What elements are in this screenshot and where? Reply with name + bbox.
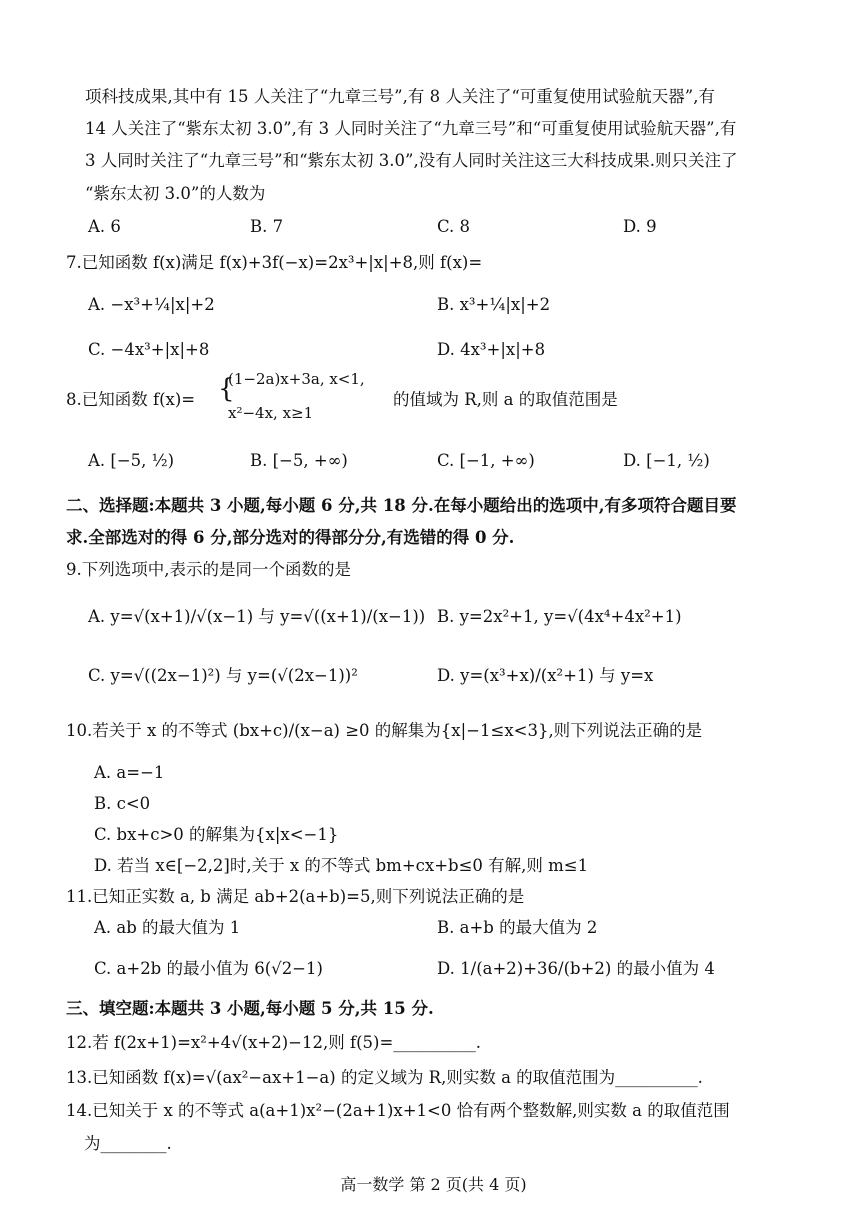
q6-line-2: 14 人关注了“紫东太初 3.0”,有 3 人同时关注了“九章三号”和“可重复使用试验航天器”,有 (85, 119, 737, 138)
q6-line-1: 项科技成果,其中有 15 人关注了“九章三号”,有 8 人关注了“可重复使用试验航天器”,有 (85, 87, 715, 106)
q8-piece-2: x²−4x, x≥1 (228, 404, 314, 422)
q8-stem-start: 8.已知函数 f(x)= (66, 390, 196, 409)
q13: 13.已知函数 f(x)=√(ax²−ax+1−a) 的定义域为 R,则实数 a 的取值范围为__________. (66, 1068, 703, 1087)
q9-option-b: B. y=2x²+1, y=√(4x⁴+4x²+1) (437, 607, 682, 626)
q6-option-a: A. 6 (88, 217, 121, 236)
q10-option-c: C. bx+c>0 的解集为{x|x<−1} (94, 825, 339, 844)
q11-option-d: D. 1/(a+2)+36/(b+2) 的最小值为 4 (437, 959, 715, 978)
q11-option-a: A. ab 的最大值为 1 (94, 918, 241, 937)
section-2-heading-line-2: 求.全部选对的得 6 分,部分选对的得部分分,有选错的得 0 分. (66, 528, 515, 547)
q11-option-b: B. a+b 的最大值为 2 (437, 918, 598, 937)
q6-line-4: “紫东太初 3.0”的人数为 (85, 184, 266, 203)
q8-stem-end: 的值域为 R,则 a 的取值范围是 (393, 390, 618, 409)
q6-option-c: C. 8 (437, 217, 471, 236)
q12: 12.若 f(2x+1)=x²+4√(x+2)−12,则 f(5)=__________. (66, 1033, 482, 1052)
q9-stem: 9.下列选项中,表示的是同一个函数的是 (66, 560, 351, 579)
q8-piece-1: (1−2a)x+3a, x<1, (228, 370, 365, 388)
q10-stem: 10.若关于 x 的不等式 (bx+c)/(x−a) ≥0 的解集为{x|−1≤x<3},则下列说法正确的是 (66, 721, 703, 740)
q11-stem: 11.已知正实数 a, b 满足 ab+2(a+b)=5,则下列说法正确的是 (66, 887, 525, 906)
q7-option-b: B. x³+¼|x|+2 (437, 295, 551, 314)
q14-line-2: 为________. (84, 1134, 172, 1153)
q8-option-a: A. [−5, ½) (88, 451, 175, 470)
q10-option-d: D. 若当 x∈[−2,2]时,关于 x 的不等式 bm+cx+b≤0 有解,则 m≤1 (94, 856, 589, 875)
q8-left-brace: { (218, 374, 235, 404)
q7-option-a: A. −x³+¼|x|+2 (88, 295, 215, 314)
section-2-heading-line-1: 二、选择题:本题共 3 小题,每小题 6 分,共 18 分.在每小题给出的选项中,有多项符合题目要 (66, 496, 737, 515)
q8-option-b: B. [−5, +∞) (250, 451, 348, 470)
q6-line-3: 3 人同时关注了“九章三号”和“紫东太初 3.0”,没有人同时关注这三大科技成果.则只关注了 (85, 151, 738, 170)
q10-option-b: B. c<0 (94, 794, 151, 813)
q7-option-d: D. 4x³+|x|+8 (437, 340, 546, 359)
q6-option-b: B. 7 (250, 217, 284, 236)
q8-option-d: D. [−1, ½) (623, 451, 710, 470)
q9-option-c: C. y=√((2x−1)²) 与 y=(√(2x−1))² (88, 666, 358, 685)
q14-line-1: 14.已知关于 x 的不等式 a(a+1)x²−(2a+1)x+1<0 恰有两个整数解,则实数 a 的取值范围 (66, 1101, 730, 1120)
q7-option-c: C. −4x³+|x|+8 (88, 340, 210, 359)
q9-option-a: A. y=√(x+1)/√(x−1) 与 y=√((x+1)/(x−1)) (88, 607, 426, 626)
q7-stem: 7.已知函数 f(x)满足 f(x)+3f(−x)=2x³+|x|+8,则 f(x)= (66, 253, 483, 272)
q6-option-d: D. 9 (623, 217, 657, 236)
q9-option-d: D. y=(x³+x)/(x²+1) 与 y=x (437, 666, 654, 685)
q11-option-c: C. a+2b 的最小值为 6(√2−1) (94, 959, 323, 978)
section-3-heading: 三、填空题:本题共 3 小题,每小题 5 分,共 15 分. (66, 999, 434, 1018)
page-footer: 高一数学 第 2 页(共 4 页) (340, 1175, 527, 1194)
q8-option-c: C. [−1, +∞) (437, 451, 535, 470)
q10-option-a: A. a=−1 (94, 763, 165, 782)
